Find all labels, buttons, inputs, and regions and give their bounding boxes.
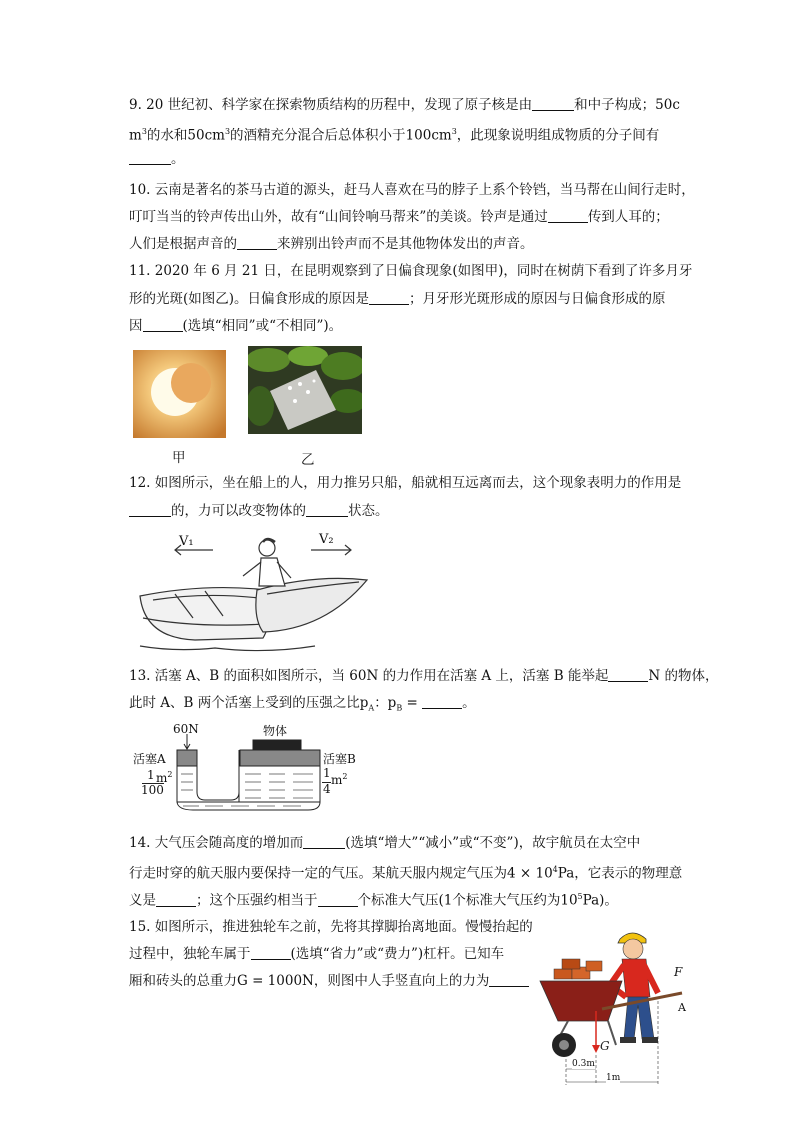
q11-text: 因 xyxy=(129,318,143,334)
area-b-denominator: 4 xyxy=(323,782,331,796)
answer-blank[interactable] xyxy=(532,97,574,111)
q15-line1 xyxy=(129,918,533,936)
q12-line1 xyxy=(129,474,681,492)
distance-label-0-3m: 0.3m xyxy=(572,1059,595,1069)
answer-blank[interactable] xyxy=(143,318,183,332)
piston-a-label: 活塞A xyxy=(133,752,166,766)
q15-line3 xyxy=(129,972,529,990)
q10-line2 xyxy=(129,208,669,226)
q11-line1 xyxy=(129,262,692,280)
piston-b-label: 活塞B xyxy=(323,752,356,766)
q12-text: 12. 如图所示，坐在船上的人，用力推另只船，船就相互远离而去，这个现象表明力的作用是 xyxy=(129,475,682,491)
answer-blank[interactable] xyxy=(251,946,291,960)
q14-line3 xyxy=(129,888,618,910)
distance-label-1m: 1m xyxy=(606,1073,621,1083)
unit-text: m xyxy=(331,773,343,787)
answer-blank[interactable] xyxy=(369,291,409,305)
q13-text: = xyxy=(402,695,423,711)
answer-blank[interactable] xyxy=(608,668,648,682)
q13-text: ：p xyxy=(374,695,397,711)
q13-text: N 的物体， xyxy=(648,668,719,684)
q10-text: 人们是根据声音的 xyxy=(129,236,237,252)
q11-line3 xyxy=(129,317,342,335)
hydraulic-press-figure xyxy=(133,722,373,822)
superscript: 2 xyxy=(342,772,348,781)
boats-figure xyxy=(135,528,385,656)
q9-text: 的水和50cm xyxy=(146,127,225,144)
answer-blank[interactable] xyxy=(318,893,358,907)
superscript: 3 xyxy=(224,127,231,136)
q11-text: (选填“相同”或“不相同”)。 xyxy=(182,318,343,334)
light-spots-photo xyxy=(248,346,362,434)
q11-text: ；月牙形光斑形成的原因与日偏食形成的原 xyxy=(409,291,666,307)
q15-line2 xyxy=(129,945,504,963)
q14-text: 义是 xyxy=(129,892,156,909)
q11-text: 形的光斑(如图乙)。日偏食形成的原因是 xyxy=(129,291,370,307)
q13-line1 xyxy=(129,667,719,685)
superscript: 4 xyxy=(552,865,558,874)
q9-line3 xyxy=(129,150,185,168)
q9-text: m xyxy=(129,127,142,144)
q9-line2 xyxy=(129,123,659,145)
q12-line2 xyxy=(129,502,389,520)
superscript: 2 xyxy=(167,770,173,779)
q9-text: 。 xyxy=(171,151,185,167)
q10-text: 10. 云南是著名的茶马古道的源头，赶马人喜欢在马的脖子上系个铃铛，当马帮在山间行走时， xyxy=(129,182,695,198)
q14-text: (选填“增大”“减小”或“不变”)，故宇航员在太空中 xyxy=(345,835,641,851)
q14-text: Pa)。 xyxy=(582,892,618,909)
answer-blank[interactable] xyxy=(129,151,171,165)
q9-line1 xyxy=(129,96,680,114)
superscript: 3 xyxy=(451,127,457,136)
q13-text: 。 xyxy=(462,695,476,711)
velocity-label-v1: V₁ xyxy=(179,534,194,549)
q15-text: (选填“省力”或“费力”)杠杆。已知车 xyxy=(290,946,505,962)
unit-text: m xyxy=(156,771,168,785)
superscript: 5 xyxy=(577,892,583,901)
q15-text: 过程中，独轮车属于 xyxy=(129,946,251,962)
q13-text: 13. 活塞 A、B 的面积如图所示，当 60N 的力作用在活塞 A 上，活塞 B 能举起 xyxy=(129,668,609,684)
answer-blank[interactable] xyxy=(129,503,171,517)
q15-text: 厢和砖头的总重力G = 1000N，则图中人手竖直向上的力为 xyxy=(129,973,490,989)
superscript: 3 xyxy=(141,127,147,136)
answer-blank[interactable] xyxy=(303,835,345,849)
q14-text: 行走时穿的航天服内要保持一定的气压。某航天服内规定气压为4 × 10 xyxy=(129,865,553,882)
q9-text: 的酒精充分混合后总体积小于100cm xyxy=(230,127,452,144)
subscript: A xyxy=(368,703,375,713)
q10-text: 传到人耳的； xyxy=(587,209,669,225)
q14-line2 xyxy=(129,861,682,883)
q14-text: ；这个压强约相当于 xyxy=(196,892,318,909)
area-b-unit xyxy=(331,772,347,787)
force-f-label: F xyxy=(674,965,683,979)
point-a-label: A xyxy=(678,1001,686,1014)
answer-blank[interactable] xyxy=(237,236,277,250)
gravity-g-label: G xyxy=(600,1039,610,1053)
answer-blank[interactable] xyxy=(306,503,348,517)
answer-blank[interactable] xyxy=(489,973,529,987)
answer-blank[interactable] xyxy=(156,893,196,907)
answer-blank[interactable] xyxy=(422,695,462,709)
figure-caption-yi: 乙 xyxy=(301,452,315,468)
figure-caption-jia: 甲 xyxy=(172,450,186,466)
q10-line1 xyxy=(129,181,695,199)
q11-line2 xyxy=(129,290,666,308)
subscript: B xyxy=(396,703,403,713)
q10-text: 叮叮当当的铃声传出山外，故有“山间铃响马帮来”的美谈。铃声是通过 xyxy=(129,209,548,225)
q12-text: 状态。 xyxy=(348,503,389,519)
velocity-label-v2: V₂ xyxy=(319,532,334,547)
area-a-numerator: 1 xyxy=(147,768,155,782)
q15-text: 15. 如图所示，推进独轮车之前，先将其撑脚抬离地面。慢慢抬起的 xyxy=(129,919,533,935)
eclipse-photo xyxy=(133,350,226,438)
q13-line2 xyxy=(129,694,476,718)
q11-text: 11. 2020 年 6 月 21 日，在昆明观察到了日偏食现象(如图甲)，同时在树荫下看到了许多月牙 xyxy=(129,263,693,279)
q14-text: 14. 大气压会随高度的增加而 xyxy=(129,835,304,851)
q14-text: Pa，它表示的物理意 xyxy=(557,865,683,882)
q12-text: 的，力可以改变物体的 xyxy=(171,503,306,519)
q10-line3 xyxy=(129,235,534,253)
force-label: 60N xyxy=(173,722,199,736)
q13-text: 此时 A、B 两个活塞上受到的压强之比p xyxy=(129,695,369,711)
q14-text: 个标准大气压(1个标准大气压约为10 xyxy=(357,892,578,909)
q9-text: 9. 20 世纪初、科学家在探索物质结构的历程中，发现了原子核是由 xyxy=(129,97,533,113)
q9-text: 和中子构成；50c xyxy=(574,97,680,113)
object-label: 物体 xyxy=(263,724,288,738)
answer-blank[interactable] xyxy=(548,209,588,223)
q10-text: 来辨别出铃声而不是其他物体发出的声音。 xyxy=(277,236,534,252)
q9-text: ，此现象说明组成物质的分子间有 xyxy=(456,127,660,144)
q14-line1 xyxy=(129,834,640,852)
area-b-numerator: 1 xyxy=(323,766,331,780)
wheelbarrow-figure xyxy=(532,925,704,1090)
area-a-denominator: 100 xyxy=(141,783,164,797)
